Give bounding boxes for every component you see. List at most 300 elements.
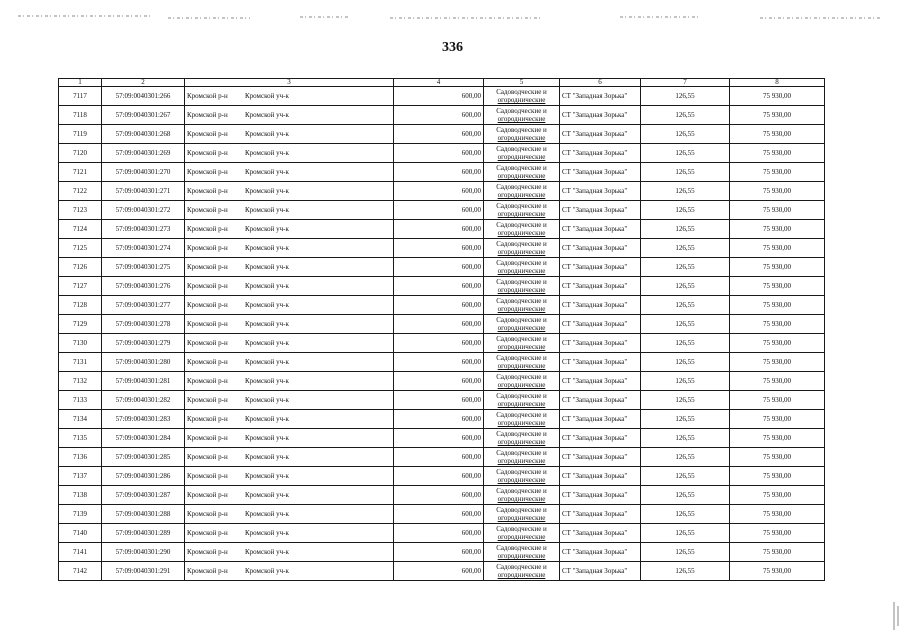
- land-use-cell: [484, 87, 560, 106]
- land-use-line-2: огороднические: [497, 96, 546, 104]
- cadastral-number-cell: 57:09:0040301:283: [102, 410, 185, 429]
- total-value-cell: 75 930,00: [730, 106, 825, 125]
- organization-cell: СТ "Западная Зорька": [560, 106, 641, 125]
- district-text: Кромской р-н: [187, 339, 228, 347]
- land-use-cell: [484, 334, 560, 353]
- unit-price-cell: 126,55: [641, 258, 730, 277]
- cadastral-number-cell: 57:09:0040301:272: [102, 201, 185, 220]
- land-use-line-2: огороднические: [497, 229, 546, 237]
- total-value-cell: 75 930,00: [730, 391, 825, 410]
- district-text: Кромской р-н: [187, 415, 228, 423]
- scan-noise-right: [892, 600, 902, 632]
- location-cell: [185, 125, 394, 144]
- table-row: [59, 448, 825, 467]
- district-text: Кромской р-н: [187, 472, 228, 480]
- total-value-cell: 75 930,00: [730, 125, 825, 144]
- locality-text: Кромской уч-к: [245, 206, 289, 214]
- area-cell: 600,00: [394, 448, 484, 467]
- land-use-line-2: огороднические: [497, 495, 546, 503]
- district-text: Кромской р-н: [187, 263, 228, 271]
- row-number-cell: 7140: [59, 524, 102, 543]
- row-number-cell: 7134: [59, 410, 102, 429]
- area-cell: 600,00: [394, 486, 484, 505]
- land-use-line-1: Садоводческие и: [496, 411, 547, 419]
- land-use-cell: [484, 201, 560, 220]
- land-use-line-2: огороднические: [497, 438, 546, 446]
- unit-price-cell: 126,55: [641, 410, 730, 429]
- land-use-line-2: огороднические: [497, 267, 546, 275]
- district-text: Кромской р-н: [187, 111, 228, 119]
- row-number-cell: 7131: [59, 353, 102, 372]
- cadastral-number-cell: 57:09:0040301:268: [102, 125, 185, 144]
- land-use-line-1: Садоводческие и: [496, 297, 547, 305]
- locality-text: Кромской уч-к: [245, 358, 289, 366]
- organization-cell: СТ "Западная Зорька": [560, 182, 641, 201]
- land-use-line-1: Садоводческие и: [496, 221, 547, 229]
- land-use-line-2: огороднические: [497, 191, 546, 199]
- area-cell: 600,00: [394, 163, 484, 182]
- row-number-cell: 7125: [59, 239, 102, 258]
- total-value-cell: 75 930,00: [730, 410, 825, 429]
- column-header: 3: [185, 79, 394, 87]
- organization-cell: СТ "Западная Зорька": [560, 87, 641, 106]
- cadastral-number-cell: 57:09:0040301:278: [102, 315, 185, 334]
- land-use-line-2: огороднические: [497, 305, 546, 313]
- unit-price-cell: 126,55: [641, 448, 730, 467]
- land-use-line-1: Садоводческие и: [496, 544, 547, 552]
- land-plots-table: [58, 78, 825, 581]
- organization-cell: СТ "Западная Зорька": [560, 277, 641, 296]
- area-cell: 600,00: [394, 258, 484, 277]
- total-value-cell: 75 930,00: [730, 334, 825, 353]
- total-value-cell: 75 930,00: [730, 524, 825, 543]
- unit-price-cell: 126,55: [641, 372, 730, 391]
- total-value-cell: 75 930,00: [730, 201, 825, 220]
- column-header: 8: [730, 79, 825, 87]
- district-text: Кромской р-н: [187, 149, 228, 157]
- total-value-cell: 75 930,00: [730, 87, 825, 106]
- land-use-cell: [484, 239, 560, 258]
- land-use-line-2: огороднические: [497, 286, 546, 294]
- organization-cell: СТ "Западная Зорька": [560, 334, 641, 353]
- organization-cell: СТ "Западная Зорька": [560, 467, 641, 486]
- row-number-cell: 7129: [59, 315, 102, 334]
- total-value-cell: 75 930,00: [730, 562, 825, 581]
- unit-price-cell: 126,55: [641, 543, 730, 562]
- area-cell: 600,00: [394, 296, 484, 315]
- location-cell: [185, 296, 394, 315]
- total-value-cell: 75 930,00: [730, 239, 825, 258]
- location-cell: [185, 87, 394, 106]
- unit-price-cell: 126,55: [641, 315, 730, 334]
- unit-price-cell: 126,55: [641, 106, 730, 125]
- table-row: [59, 353, 825, 372]
- cadastral-number-cell: 57:09:0040301:269: [102, 144, 185, 163]
- land-use-line-2: огороднические: [497, 400, 546, 408]
- land-use-line-1: Садоводческие и: [496, 88, 547, 96]
- unit-price-cell: 126,55: [641, 220, 730, 239]
- land-use-line-1: Садоводческие и: [496, 316, 547, 324]
- location-cell: [185, 239, 394, 258]
- district-text: Кромской р-н: [187, 320, 228, 328]
- locality-text: Кромской уч-к: [245, 339, 289, 347]
- location-cell: [185, 562, 394, 581]
- land-use-line-1: Садоводческие и: [496, 126, 547, 134]
- total-value-cell: 75 930,00: [730, 486, 825, 505]
- unit-price-cell: 126,55: [641, 353, 730, 372]
- row-number-cell: 7135: [59, 429, 102, 448]
- organization-cell: СТ "Западная Зорька": [560, 163, 641, 182]
- total-value-cell: 75 930,00: [730, 315, 825, 334]
- cadastral-number-cell: 57:09:0040301:285: [102, 448, 185, 467]
- area-cell: 600,00: [394, 315, 484, 334]
- cadastral-number-cell: 57:09:0040301:275: [102, 258, 185, 277]
- location-cell: [185, 429, 394, 448]
- cadastral-number-cell: 57:09:0040301:276: [102, 277, 185, 296]
- land-use-line-2: огороднические: [497, 153, 546, 161]
- area-cell: 600,00: [394, 277, 484, 296]
- location-cell: [185, 467, 394, 486]
- cadastral-number-cell: 57:09:0040301:289: [102, 524, 185, 543]
- land-use-line-2: огороднические: [497, 172, 546, 180]
- land-use-cell: [484, 315, 560, 334]
- location-cell: [185, 524, 394, 543]
- land-use-line-2: огороднические: [497, 457, 546, 465]
- locality-text: Кромской уч-к: [245, 548, 289, 556]
- scan-noise-top: [0, 13, 905, 21]
- district-text: Кромской р-н: [187, 206, 228, 214]
- total-value-cell: 75 930,00: [730, 277, 825, 296]
- total-value-cell: 75 930,00: [730, 543, 825, 562]
- land-use-line-1: Садоводческие и: [496, 392, 547, 400]
- unit-price-cell: 126,55: [641, 486, 730, 505]
- land-use-line-2: огороднические: [497, 134, 546, 142]
- locality-text: Кромской уч-к: [245, 491, 289, 499]
- area-cell: 600,00: [394, 543, 484, 562]
- locality-text: Кромской уч-к: [245, 149, 289, 157]
- location-cell: [185, 220, 394, 239]
- table-row: [59, 182, 825, 201]
- row-number-cell: 7124: [59, 220, 102, 239]
- table-row: [59, 163, 825, 182]
- area-cell: 600,00: [394, 239, 484, 258]
- location-cell: [185, 144, 394, 163]
- area-cell: 600,00: [394, 372, 484, 391]
- district-text: Кромской р-н: [187, 301, 228, 309]
- area-cell: 600,00: [394, 87, 484, 106]
- organization-cell: СТ "Западная Зорька": [560, 239, 641, 258]
- land-use-line-1: Садоводческие и: [496, 259, 547, 267]
- land-use-line-2: огороднические: [497, 115, 546, 123]
- cadastral-number-cell: 57:09:0040301:280: [102, 353, 185, 372]
- column-header: 2: [102, 79, 185, 87]
- district-text: Кромской р-н: [187, 282, 228, 290]
- table-row: [59, 505, 825, 524]
- land-use-cell: [484, 182, 560, 201]
- unit-price-cell: 126,55: [641, 87, 730, 106]
- cadastral-number-cell: 57:09:0040301:273: [102, 220, 185, 239]
- land-use-cell: [484, 562, 560, 581]
- organization-cell: СТ "Западная Зорька": [560, 505, 641, 524]
- organization-cell: СТ "Западная Зорька": [560, 201, 641, 220]
- unit-price-cell: 126,55: [641, 201, 730, 220]
- unit-price-cell: 126,55: [641, 144, 730, 163]
- land-use-cell: [484, 524, 560, 543]
- cadastral-number-cell: 57:09:0040301:282: [102, 391, 185, 410]
- land-use-line-2: огороднические: [497, 552, 546, 560]
- organization-cell: СТ "Западная Зорька": [560, 258, 641, 277]
- table-row: [59, 524, 825, 543]
- row-number-cell: 7138: [59, 486, 102, 505]
- area-cell: 600,00: [394, 429, 484, 448]
- table-row: [59, 220, 825, 239]
- total-value-cell: 75 930,00: [730, 353, 825, 372]
- locality-text: Кромской уч-к: [245, 567, 289, 575]
- land-use-line-1: Садоводческие и: [496, 240, 547, 248]
- district-text: Кромской р-н: [187, 130, 228, 138]
- district-text: Кромской р-н: [187, 548, 228, 556]
- land-use-line-2: огороднические: [497, 362, 546, 370]
- land-use-cell: [484, 144, 560, 163]
- land-use-cell: [484, 163, 560, 182]
- land-use-line-1: Садоводческие и: [496, 468, 547, 476]
- column-header: 7: [641, 79, 730, 87]
- row-number-cell: 7132: [59, 372, 102, 391]
- land-use-cell: [484, 220, 560, 239]
- unit-price-cell: 126,55: [641, 277, 730, 296]
- land-use-line-1: Садоводческие и: [496, 373, 547, 381]
- total-value-cell: 75 930,00: [730, 467, 825, 486]
- row-number-cell: 7127: [59, 277, 102, 296]
- locality-text: Кромской уч-к: [245, 377, 289, 385]
- cadastral-number-cell: 57:09:0040301:266: [102, 87, 185, 106]
- organization-cell: СТ "Западная Зорька": [560, 543, 641, 562]
- locality-text: Кромской уч-к: [245, 434, 289, 442]
- table-header: [59, 79, 825, 87]
- location-cell: [185, 163, 394, 182]
- row-number-cell: 7139: [59, 505, 102, 524]
- organization-cell: СТ "Западная Зорька": [560, 562, 641, 581]
- area-cell: 600,00: [394, 562, 484, 581]
- row-number-cell: 7121: [59, 163, 102, 182]
- cadastral-number-cell: 57:09:0040301:287: [102, 486, 185, 505]
- total-value-cell: 75 930,00: [730, 163, 825, 182]
- land-use-line-1: Садоводческие и: [496, 335, 547, 343]
- locality-text: Кромской уч-к: [245, 529, 289, 537]
- area-cell: 600,00: [394, 391, 484, 410]
- table-row: [59, 239, 825, 258]
- cadastral-number-cell: 57:09:0040301:288: [102, 505, 185, 524]
- row-number-cell: 7126: [59, 258, 102, 277]
- land-use-line-1: Садоводческие и: [496, 525, 547, 533]
- area-cell: 600,00: [394, 410, 484, 429]
- total-value-cell: 75 930,00: [730, 182, 825, 201]
- organization-cell: СТ "Западная Зорька": [560, 220, 641, 239]
- district-text: Кромской р-н: [187, 567, 228, 575]
- unit-price-cell: 126,55: [641, 182, 730, 201]
- organization-cell: СТ "Западная Зорька": [560, 372, 641, 391]
- row-number-cell: 7118: [59, 106, 102, 125]
- organization-cell: СТ "Западная Зорька": [560, 429, 641, 448]
- table-row: [59, 144, 825, 163]
- cadastral-number-cell: 57:09:0040301:281: [102, 372, 185, 391]
- row-number-cell: 7119: [59, 125, 102, 144]
- land-use-cell: [484, 429, 560, 448]
- row-number-cell: 7133: [59, 391, 102, 410]
- table-row: [59, 334, 825, 353]
- total-value-cell: 75 930,00: [730, 429, 825, 448]
- location-cell: [185, 182, 394, 201]
- location-cell: [185, 448, 394, 467]
- row-number-cell: 7142: [59, 562, 102, 581]
- column-header: 5: [484, 79, 560, 87]
- land-use-line-1: Садоводческие и: [496, 430, 547, 438]
- row-number-cell: 7136: [59, 448, 102, 467]
- cadastral-number-cell: 57:09:0040301:271: [102, 182, 185, 201]
- land-use-cell: [484, 296, 560, 315]
- location-cell: [185, 391, 394, 410]
- total-value-cell: 75 930,00: [730, 144, 825, 163]
- row-number-cell: 7141: [59, 543, 102, 562]
- land-use-cell: [484, 505, 560, 524]
- unit-price-cell: 126,55: [641, 429, 730, 448]
- table-row: [59, 391, 825, 410]
- district-text: Кромской р-н: [187, 434, 228, 442]
- land-use-line-1: Садоводческие и: [496, 449, 547, 457]
- area-cell: 600,00: [394, 125, 484, 144]
- unit-price-cell: 126,55: [641, 334, 730, 353]
- row-number-cell: 7122: [59, 182, 102, 201]
- district-text: Кромской р-н: [187, 529, 228, 537]
- organization-cell: СТ "Западная Зорька": [560, 353, 641, 372]
- locality-text: Кромской уч-к: [245, 168, 289, 176]
- location-cell: [185, 353, 394, 372]
- locality-text: Кромской уч-к: [245, 130, 289, 138]
- locality-text: Кромской уч-к: [245, 263, 289, 271]
- land-use-cell: [484, 410, 560, 429]
- land-use-line-1: Садоводческие и: [496, 563, 547, 571]
- table-row: [59, 562, 825, 581]
- area-cell: 600,00: [394, 353, 484, 372]
- organization-cell: СТ "Западная Зорька": [560, 410, 641, 429]
- district-text: Кромской р-н: [187, 358, 228, 366]
- area-cell: 600,00: [394, 201, 484, 220]
- location-cell: [185, 258, 394, 277]
- location-cell: [185, 106, 394, 125]
- locality-text: Кромской уч-к: [245, 92, 289, 100]
- organization-cell: СТ "Западная Зорька": [560, 391, 641, 410]
- table-row: [59, 277, 825, 296]
- area-cell: 600,00: [394, 220, 484, 239]
- unit-price-cell: 126,55: [641, 163, 730, 182]
- total-value-cell: 75 930,00: [730, 220, 825, 239]
- table-row: [59, 486, 825, 505]
- total-value-cell: 75 930,00: [730, 505, 825, 524]
- district-text: Кромской р-н: [187, 396, 228, 404]
- land-use-cell: [484, 258, 560, 277]
- cadastral-number-cell: 57:09:0040301:277: [102, 296, 185, 315]
- location-cell: [185, 372, 394, 391]
- unit-price-cell: 126,55: [641, 562, 730, 581]
- location-cell: [185, 315, 394, 334]
- cadastral-number-cell: 57:09:0040301:279: [102, 334, 185, 353]
- location-cell: [185, 486, 394, 505]
- table-row: [59, 467, 825, 486]
- organization-cell: СТ "Западная Зорька": [560, 486, 641, 505]
- location-cell: [185, 277, 394, 296]
- table-row: [59, 410, 825, 429]
- total-value-cell: 75 930,00: [730, 372, 825, 391]
- organization-cell: СТ "Западная Зорька": [560, 524, 641, 543]
- district-text: Кромской р-н: [187, 510, 228, 518]
- district-text: Кромской р-н: [187, 168, 228, 176]
- row-number-cell: 7137: [59, 467, 102, 486]
- land-use-cell: [484, 125, 560, 144]
- unit-price-cell: 126,55: [641, 524, 730, 543]
- locality-text: Кромской уч-к: [245, 320, 289, 328]
- land-use-line-2: огороднические: [497, 248, 546, 256]
- column-numbers-row: [59, 79, 825, 87]
- location-cell: [185, 410, 394, 429]
- locality-text: Кромской уч-к: [245, 225, 289, 233]
- land-use-line-1: Садоводческие и: [496, 183, 547, 191]
- land-use-line-1: Садоводческие и: [496, 145, 547, 153]
- locality-text: Кромской уч-к: [245, 415, 289, 423]
- locality-text: Кромской уч-к: [245, 301, 289, 309]
- location-cell: [185, 334, 394, 353]
- district-text: Кромской р-н: [187, 377, 228, 385]
- organization-cell: СТ "Западная Зорька": [560, 125, 641, 144]
- district-text: Кромской р-н: [187, 453, 228, 461]
- locality-text: Кромской уч-к: [245, 187, 289, 195]
- land-use-line-1: Садоводческие и: [496, 487, 547, 495]
- land-use-line-1: Садоводческие и: [496, 107, 547, 115]
- district-text: Кромской р-н: [187, 225, 228, 233]
- locality-text: Кромской уч-к: [245, 111, 289, 119]
- row-number-cell: 7117: [59, 87, 102, 106]
- table-row: [59, 543, 825, 562]
- locality-text: Кромской уч-к: [245, 510, 289, 518]
- row-number-cell: 7120: [59, 144, 102, 163]
- land-use-line-2: огороднические: [497, 514, 546, 522]
- land-use-line-1: Садоводческие и: [496, 354, 547, 362]
- column-header: 1: [59, 79, 102, 87]
- table-row: [59, 296, 825, 315]
- location-cell: [185, 505, 394, 524]
- land-use-cell: [484, 372, 560, 391]
- row-number-cell: 7130: [59, 334, 102, 353]
- land-use-line-2: огороднические: [497, 533, 546, 541]
- table-row: [59, 315, 825, 334]
- area-cell: 600,00: [394, 334, 484, 353]
- table-row: [59, 125, 825, 144]
- area-cell: 600,00: [394, 467, 484, 486]
- location-cell: [185, 543, 394, 562]
- area-cell: 600,00: [394, 505, 484, 524]
- land-use-cell: [484, 543, 560, 562]
- land-use-cell: [484, 486, 560, 505]
- land-use-line-2: огороднические: [497, 571, 546, 579]
- locality-text: Кромской уч-к: [245, 453, 289, 461]
- locality-text: Кромской уч-к: [245, 472, 289, 480]
- locality-text: Кромской уч-к: [245, 396, 289, 404]
- land-use-cell: [484, 106, 560, 125]
- organization-cell: СТ "Западная Зорька": [560, 144, 641, 163]
- cadastral-number-cell: 57:09:0040301:291: [102, 562, 185, 581]
- locality-text: Кромской уч-к: [245, 282, 289, 290]
- area-cell: 600,00: [394, 106, 484, 125]
- table-row: [59, 87, 825, 106]
